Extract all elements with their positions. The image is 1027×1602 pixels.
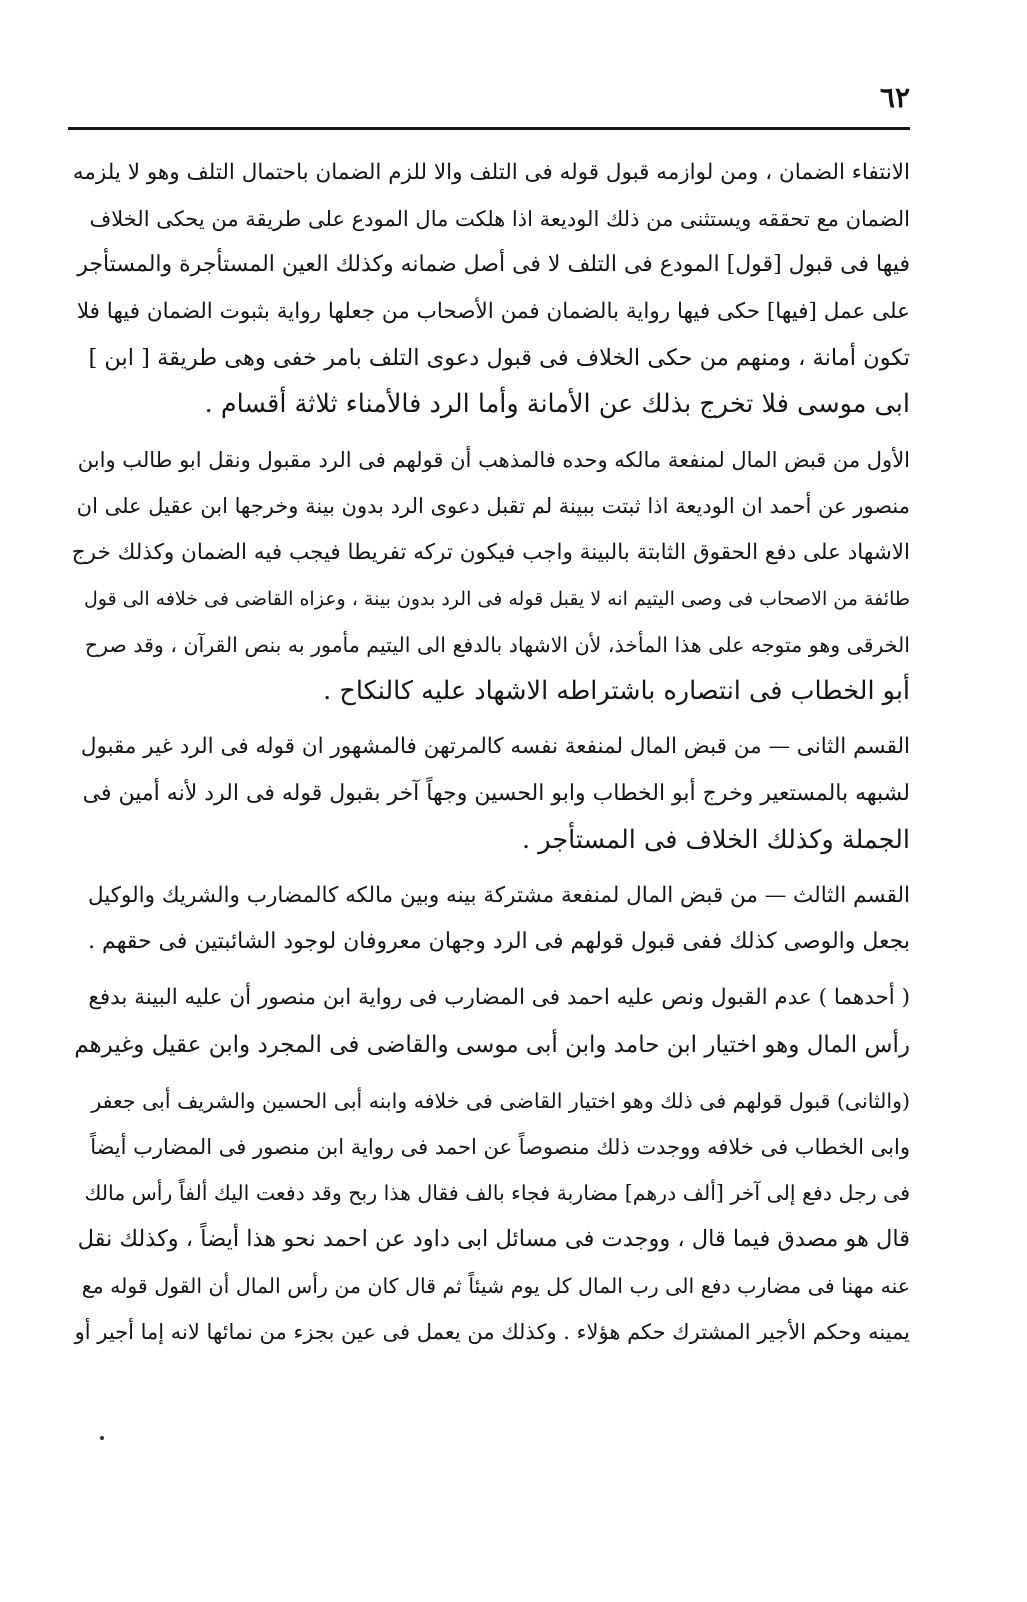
paragraph-second-category bbox=[72, 724, 910, 863]
text-line: القسم الثالث — من قبض المال لمنفعة مشتركة بينه وبين مالكه كالمضارب والشريك والوكيل bbox=[87, 883, 910, 909]
text-line: رأس المال وهو اختيار ابن حامد وابن أبى موسى والقاضى فى المجرد وابن عقيل وغيرهم bbox=[74, 1031, 910, 1058]
paragraph-first-view bbox=[72, 975, 910, 1067]
text-line: فيها فى قبول [قول] المودع فى التلف لا فى أصل ضمانه وكذلك العين المستأجرة والمستأجر bbox=[77, 252, 910, 278]
text-line: الانتفاء الضمان ، ومن لوازمه قبول قوله فى التلف والا للزم الضمان باحتمال التلف وهو لا يلزمه bbox=[72, 160, 910, 185]
paragraph-second-view bbox=[72, 1078, 910, 1355]
text-line: لشبهه بالمستعير وخرج أبو الخطاب وابو الحسين وجهاً آخر بقبول قوله فى الرد لأنه أمين فى bbox=[82, 780, 910, 806]
paragraph-third-category bbox=[72, 873, 910, 965]
text-line: فى رجل دفع إلى آخر [ألف درهم] مضاربة فجاء بالف فقال هذا ربح وقد دفعت اليك ألفاً رأس مالك bbox=[84, 1181, 910, 1206]
page-number: ٦٢ bbox=[879, 81, 910, 114]
text-line: على عمل [فيها] حكى فيها رواية بالضمان فمن الأصحاب من جعلها رواية بثبوت الضمان فيها فلا bbox=[76, 298, 910, 324]
paragraph-intro-continuation bbox=[72, 150, 910, 427]
text-line: قال هو مصدق فيما قال ، ووجدت فى مسائل ابى داود عن احمد نحو هذا أيضاً ، وكذلك نقل bbox=[77, 1226, 910, 1253]
text-line: الجملة وكذلك الخلاف فى المستأجر . bbox=[522, 824, 910, 855]
text-line: يمينه وحكم الأجير المشترك حكم هؤلاء . وكذلك من يعمل فى عين بجزء من نمائها لانه إما أجير أو bbox=[74, 1319, 910, 1344]
text-line: الأول من قبض المال لمنفعة مالكه وحده فالمذهب أن قولهم فى الرد مقبول ونقل ابو طالب وابن bbox=[77, 448, 910, 473]
paragraph-first-category bbox=[72, 437, 910, 714]
text-line: وابى الخطاب فى خلافه ووجدت ذلك منصوصاً عن احمد فى رواية ابن منصور فى المضارب أيضاً bbox=[90, 1135, 910, 1160]
margin-dot bbox=[100, 1436, 104, 1440]
text-line: طائفة من الاصحاب فى وصى اليتيم انه لا يقبل قوله فى الرد بدون بينة ، وعزاه القاضى فى خلافه الى قول bbox=[83, 587, 910, 610]
text-line: الضمان مع تحققه ويستثنى من ذلك الوديعة اذا هلكت مال المودع على طريقة من يحكى الخلاف bbox=[89, 207, 910, 232]
text-line: تكون أمانة ، ومنهم من حكى الخلاف فى قبول دعوى التلف بامر خفى وهى طريقة [ ابن ] bbox=[88, 344, 910, 371]
text-line: عنه مهنا فى مضارب دفع الى رب المال كل يوم شيئاً ثم قال كان من رأس المال أن القول قوله مع bbox=[81, 1273, 910, 1298]
text-line: بجعل والوصى كذلك ففى قبول قولهم فى الرد وجهان معروفان لوجود الشائبتين فى حقهم . bbox=[88, 929, 910, 955]
text-line: القسم الثانى — من قبض المال لمنفعة نفسه كالمرتهن فالمشهور ان قوله فى الرد غير مقبول bbox=[80, 734, 910, 760]
text-line: الخرقى وهو متوجه على هذا المأخذ، لأن الاشهاد بالدفع الى اليتيم مأمور به بنص القرآن ، وقد صرح bbox=[84, 633, 910, 658]
text-line: الاشهاد على دفع الحقوق الثابتة بالبينة واجب فيكون تركه تفريطا فيجب فيه الضمان وكذلك خرج bbox=[72, 539, 910, 565]
text-line: أبو الخطاب فى انتصاره باشتراطه الاشهاد عليه كالنكاح . bbox=[323, 676, 910, 707]
text-line: منصور عن أحمد ان الوديعة اذا ثبتت ببينة لم تقبل دعوى الرد بدون بينة وخرجها ابن عقيل على ان bbox=[76, 494, 910, 519]
text-line: ( أحدهما ) عدم القبول ونص عليه احمد فى المضارب فى رواية ابن منصور أن عليه البينة بدفع bbox=[88, 985, 910, 1011]
body-text bbox=[72, 150, 910, 1365]
header-rule bbox=[68, 127, 910, 130]
text-line: ابى موسى فلا تخرج بذلك عن الأمانة وأما الرد فالأمناء ثلاثة أقسام . bbox=[204, 389, 910, 420]
text-line: (والثانى) قبول قولهم فى ذلك وهو اختيار القاضى فى خلافه وابنه أبى الحسين والشريف أبى جعفر bbox=[91, 1088, 910, 1113]
